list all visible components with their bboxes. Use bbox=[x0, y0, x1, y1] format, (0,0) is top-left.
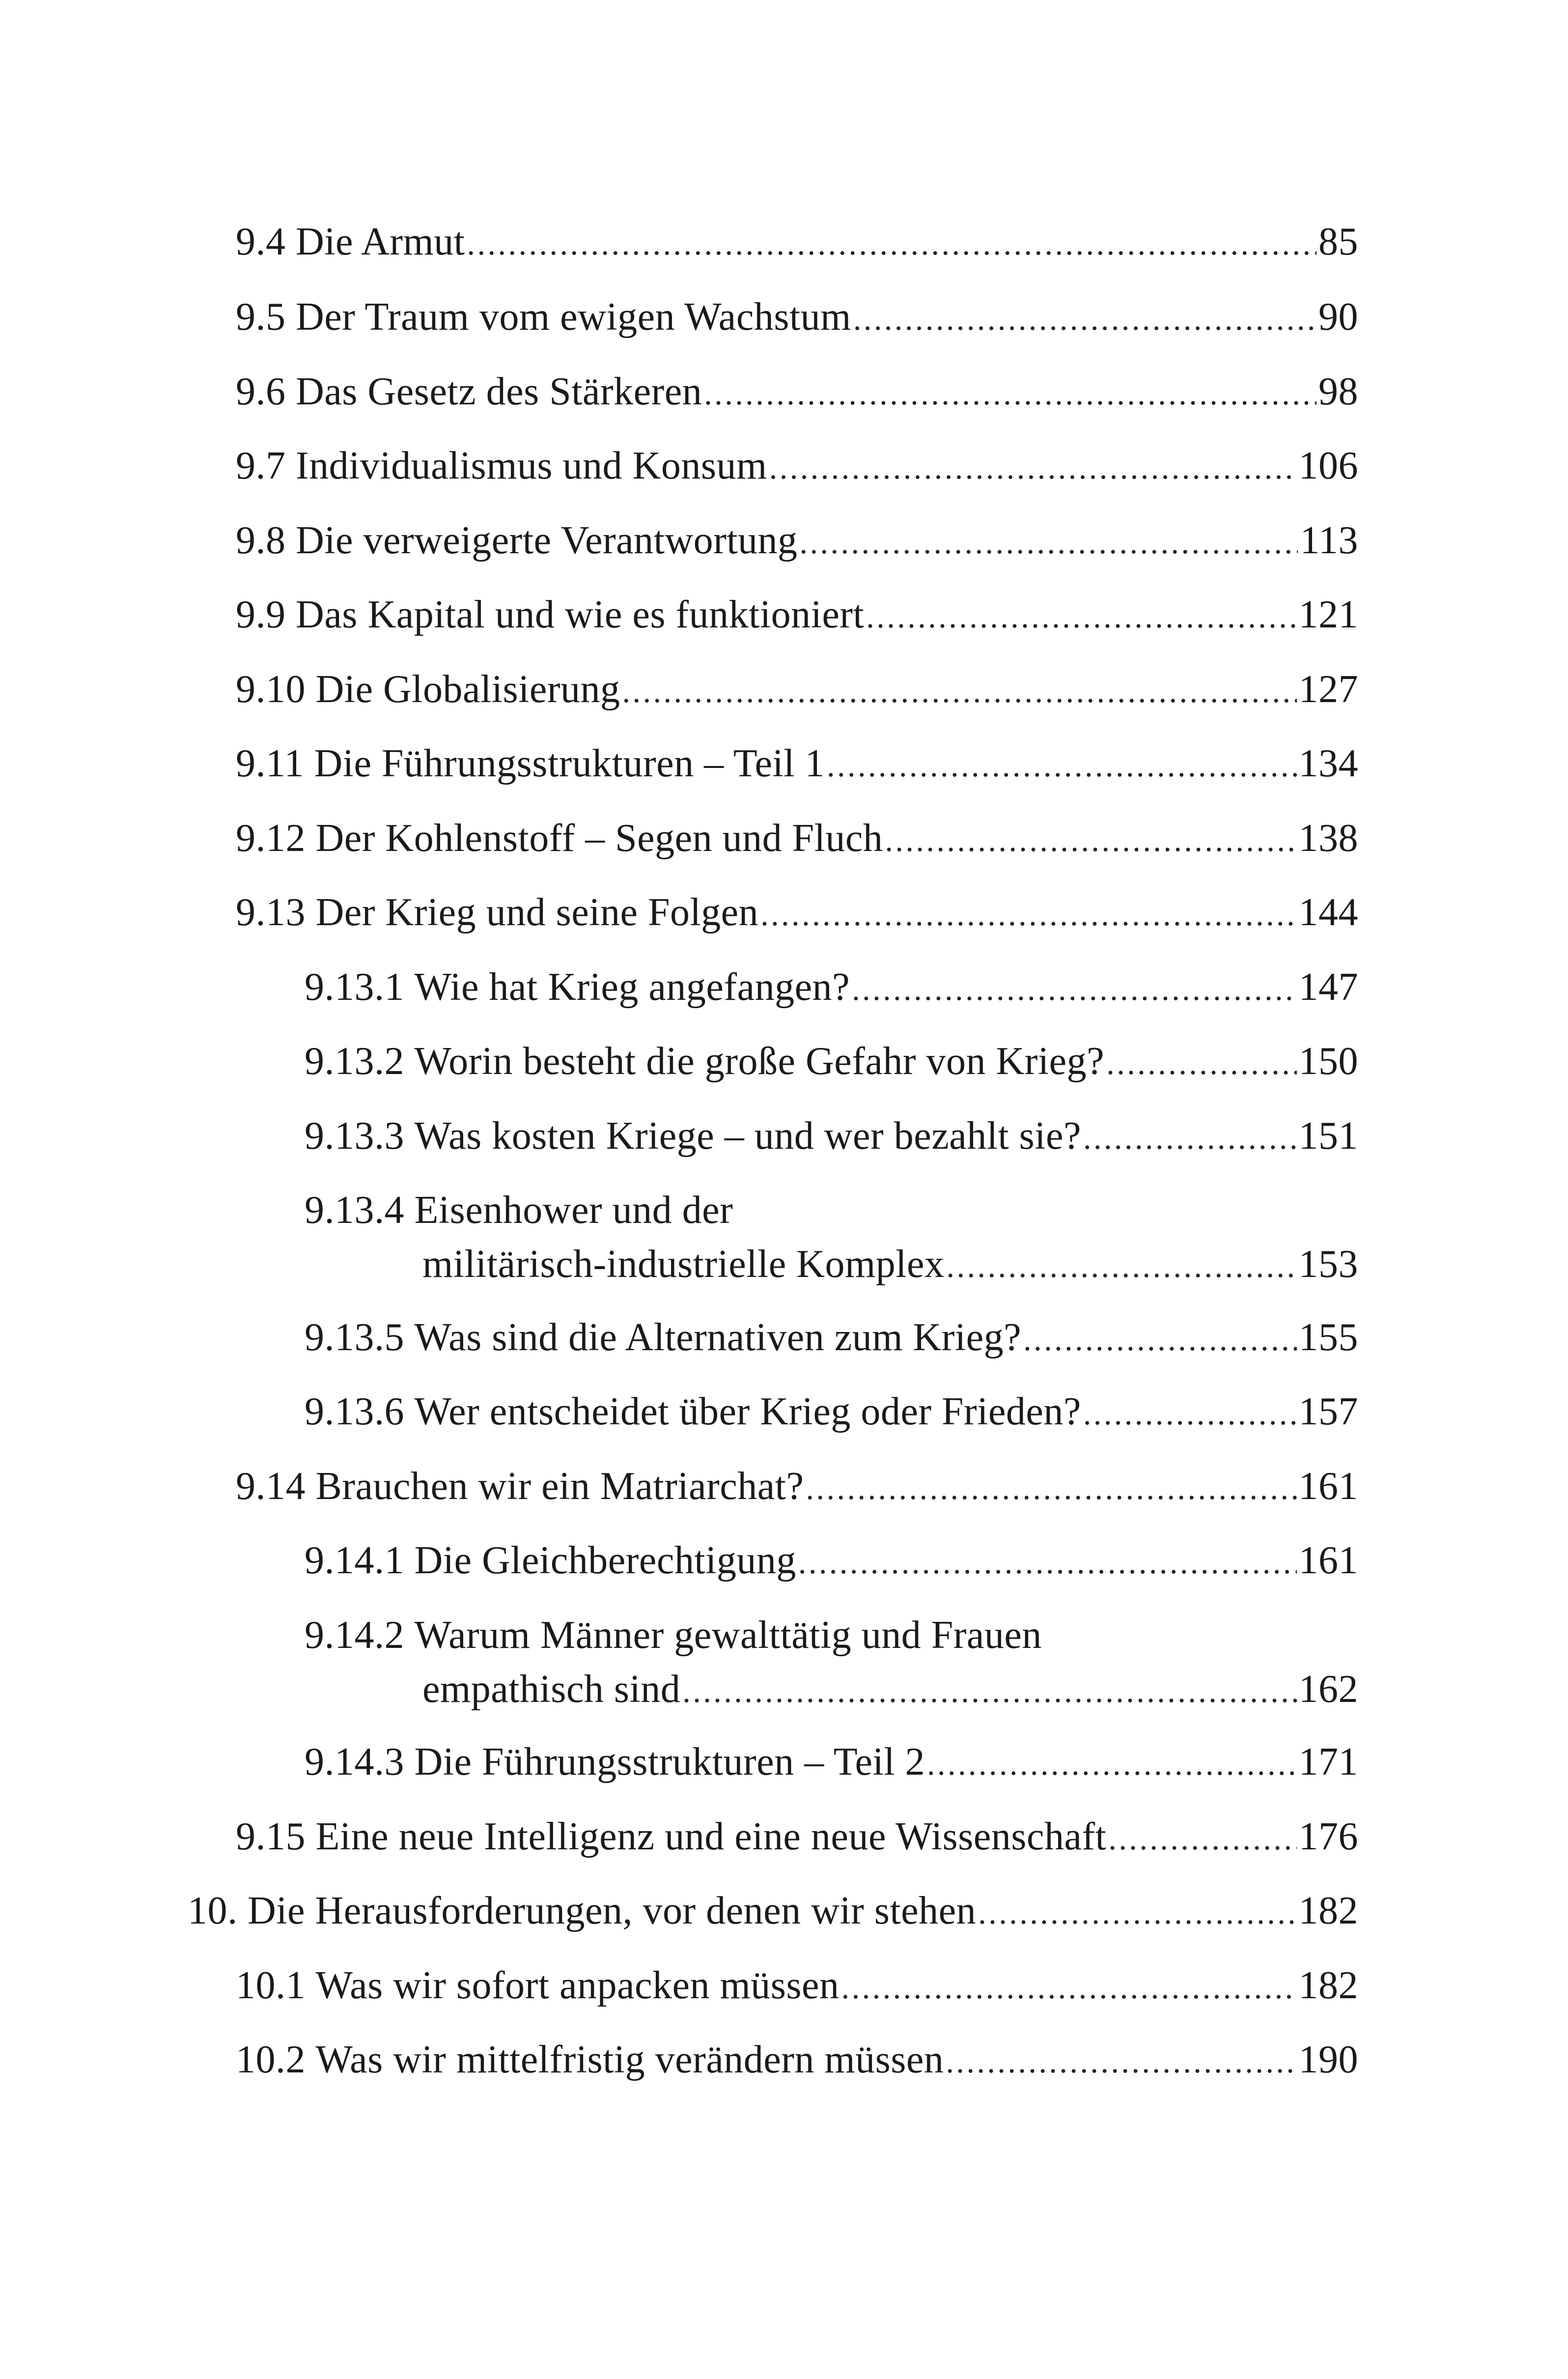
toc-entry-page: 182 bbox=[1298, 1889, 1358, 1932]
toc-entry-title: Warum Männer gewalttätig und Frauen bbox=[414, 1614, 1042, 1657]
toc-entry-page: 161 bbox=[1298, 1539, 1358, 1582]
toc-entry-number: 9.14.1 bbox=[305, 1539, 404, 1582]
toc-entry-page: 153 bbox=[1298, 1243, 1358, 1286]
toc-entry-number: 9.13.5 bbox=[305, 1316, 404, 1359]
toc-entry bbox=[236, 2033, 1358, 2089]
toc-entry bbox=[305, 1735, 1358, 1791]
toc-entry bbox=[236, 290, 1358, 346]
dot-leader bbox=[827, 739, 1297, 793]
toc-entry-number: 9.14 bbox=[236, 1465, 306, 1508]
toc-entry-number: 9.8 bbox=[236, 519, 286, 562]
toc-entry-page: 127 bbox=[1298, 668, 1358, 711]
toc-entry-page: 85 bbox=[1318, 220, 1358, 263]
toc-entry-number: 9.5 bbox=[236, 295, 286, 339]
toc-entry-title: Was kosten Kriege – und wer bezahlt sie? bbox=[414, 1114, 1082, 1158]
toc-entry-number: 9.11 bbox=[236, 742, 305, 785]
toc-entry-title-continuation: empathisch sind bbox=[422, 1668, 681, 1711]
toc-entry-page: 150 bbox=[1298, 1040, 1358, 1083]
toc-entry-number: 9.13.4 bbox=[305, 1189, 404, 1232]
toc-entry bbox=[236, 1459, 1358, 1516]
toc-entry bbox=[305, 960, 1358, 1017]
toc-entry-number: 10. bbox=[188, 1889, 238, 1932]
toc-entry-number: 9.14.3 bbox=[305, 1740, 404, 1784]
toc-entry-number: 9.13.3 bbox=[305, 1114, 404, 1158]
toc-entry-title: Die Gleichberechtigung bbox=[414, 1539, 796, 1582]
toc-entry bbox=[236, 662, 1358, 719]
toc-entry-page: 147 bbox=[1298, 965, 1358, 1009]
toc-entry-number: 9.13.2 bbox=[305, 1040, 404, 1083]
toc-entry bbox=[305, 1385, 1358, 1441]
toc-entry-page: 113 bbox=[1300, 519, 1358, 562]
toc-entry-number: 10.1 bbox=[236, 1964, 306, 2007]
toc-entry-title: Die Herausforderungen, vor denen wir stehen bbox=[248, 1889, 977, 1932]
dot-leader bbox=[769, 441, 1297, 495]
toc-entry bbox=[236, 736, 1358, 793]
toc-entry-title: Eisenhower und der bbox=[414, 1189, 733, 1232]
toc-entry-page: 190 bbox=[1298, 2038, 1358, 2081]
dot-leader bbox=[1023, 1313, 1296, 1367]
toc-entry bbox=[236, 365, 1358, 421]
toc-entry-title: Wie hat Krieg angefangen? bbox=[414, 965, 850, 1009]
toc-entry bbox=[188, 1884, 1358, 1940]
toc-entry-number: 9.13.6 bbox=[305, 1390, 404, 1433]
toc-entry bbox=[236, 439, 1358, 495]
toc-entry-page: 155 bbox=[1298, 1316, 1358, 1359]
toc-entry-title: Was wir sofort anpacken müssen bbox=[315, 1964, 840, 2007]
toc-entry-page: 144 bbox=[1298, 891, 1358, 934]
toc-entry-number: 9.7 bbox=[236, 444, 286, 487]
dot-leader bbox=[841, 1961, 1297, 2015]
toc-entry-title: Das Kapital und wie es funktioniert bbox=[296, 593, 865, 636]
toc-entry-number: 9.10 bbox=[236, 668, 306, 711]
dot-leader bbox=[1108, 1812, 1296, 1866]
dot-leader bbox=[467, 217, 1316, 271]
dot-leader bbox=[853, 292, 1316, 346]
toc-entry-title: Brauchen wir ein Matriarchat? bbox=[315, 1465, 804, 1508]
toc-entry-title: Das Gesetz des Stärkeren bbox=[296, 370, 702, 413]
toc-entry-title: Die Führungsstrukturen – Teil 2 bbox=[414, 1740, 925, 1784]
dot-leader bbox=[927, 1737, 1297, 1791]
toc-entry-number: 9.13 bbox=[236, 891, 306, 934]
toc-entry-title-continuation: militärisch-industrielle Komplex bbox=[422, 1243, 945, 1286]
toc-entry-title: Die Globalisierung bbox=[315, 668, 620, 711]
dot-leader bbox=[1083, 1387, 1297, 1441]
toc-entry bbox=[236, 588, 1358, 644]
toc-entry bbox=[305, 1310, 1358, 1367]
toc-entry-title: Wer entscheidet über Krieg oder Frieden? bbox=[414, 1390, 1081, 1433]
toc-entry-page: 182 bbox=[1298, 1964, 1358, 2007]
toc-entry-page: 161 bbox=[1298, 1465, 1358, 1508]
toc-entry-number: 9.12 bbox=[236, 817, 306, 860]
toc-entry-title: Der Krieg und seine Folgen bbox=[315, 891, 759, 934]
toc-entry-page: 151 bbox=[1298, 1114, 1358, 1158]
toc-entry-title: Die Führungsstrukturen – Teil 1 bbox=[314, 742, 825, 785]
dot-leader bbox=[866, 590, 1296, 644]
toc-entry-page: 157 bbox=[1298, 1390, 1358, 1433]
toc-entry-number: 9.4 bbox=[236, 220, 286, 263]
toc-entry-number: 9.6 bbox=[236, 370, 286, 413]
toc-entry-page: 98 bbox=[1318, 370, 1358, 413]
toc-entry-page: 138 bbox=[1298, 817, 1358, 860]
toc-entry bbox=[236, 215, 1358, 271]
dot-leader bbox=[622, 665, 1296, 719]
toc-entry bbox=[305, 1533, 1358, 1590]
toc-entry-title: Der Traum vom ewigen Wachstum bbox=[296, 295, 851, 339]
toc-entry-page: 176 bbox=[1298, 1815, 1358, 1858]
dot-leader bbox=[946, 1240, 1296, 1294]
toc-entry-page: 162 bbox=[1298, 1668, 1358, 1711]
toc-entry-title: Eine neue Intelligenz und eine neue Wissenschaft bbox=[315, 1815, 1107, 1858]
dot-leader bbox=[682, 1665, 1296, 1719]
toc-entry-title: Der Kohlenstoff – Segen und Fluch bbox=[315, 817, 883, 860]
toc-entry-number: 10.2 bbox=[236, 2038, 306, 2081]
toc-entry-title: Was sind die Alternativen zum Krieg? bbox=[414, 1316, 1022, 1359]
toc-entry bbox=[236, 513, 1358, 570]
dot-leader bbox=[946, 2035, 1296, 2089]
toc-entry-number: 9.14.2 bbox=[305, 1614, 404, 1657]
dot-leader bbox=[852, 963, 1296, 1017]
toc-entry bbox=[305, 1608, 1358, 1719]
toc-entry bbox=[305, 1183, 1358, 1294]
toc-entry-title: Was wir mittelfristig verändern müssen bbox=[315, 2038, 944, 2081]
dot-leader bbox=[798, 1536, 1297, 1590]
dot-leader bbox=[1106, 1037, 1296, 1091]
dot-leader bbox=[806, 1462, 1297, 1516]
toc-entry-page: 106 bbox=[1298, 444, 1358, 487]
toc-entry-title: Worin besteht die große Gefahr von Krieg? bbox=[414, 1040, 1105, 1083]
toc-entry-page: 121 bbox=[1298, 593, 1358, 636]
toc-entry bbox=[236, 885, 1358, 942]
dot-leader bbox=[800, 516, 1298, 570]
dot-leader bbox=[978, 1886, 1296, 1940]
toc-entry-title: Die Armut bbox=[296, 220, 465, 263]
dot-leader bbox=[1083, 1111, 1296, 1165]
toc-entry-number: 9.9 bbox=[236, 593, 286, 636]
toc-entry-title: Die verweigerte Verantwortung bbox=[296, 519, 798, 562]
toc-entry bbox=[236, 1958, 1358, 2015]
toc-entry bbox=[305, 1109, 1358, 1165]
toc-entry-number: 9.15 bbox=[236, 1815, 306, 1858]
toc-entry-page: 171 bbox=[1298, 1740, 1358, 1784]
dot-leader bbox=[704, 367, 1316, 421]
dot-leader bbox=[885, 814, 1296, 868]
dot-leader bbox=[760, 888, 1296, 942]
toc-entry-page: 134 bbox=[1298, 742, 1358, 785]
toc-entry-page: 90 bbox=[1318, 295, 1358, 339]
toc-entry-title: Individualismus und Konsum bbox=[296, 444, 767, 487]
toc-entry bbox=[236, 1810, 1358, 1866]
toc-entry bbox=[305, 1034, 1358, 1091]
toc-entry-number: 9.13.1 bbox=[305, 965, 404, 1009]
toc-entry bbox=[236, 811, 1358, 868]
